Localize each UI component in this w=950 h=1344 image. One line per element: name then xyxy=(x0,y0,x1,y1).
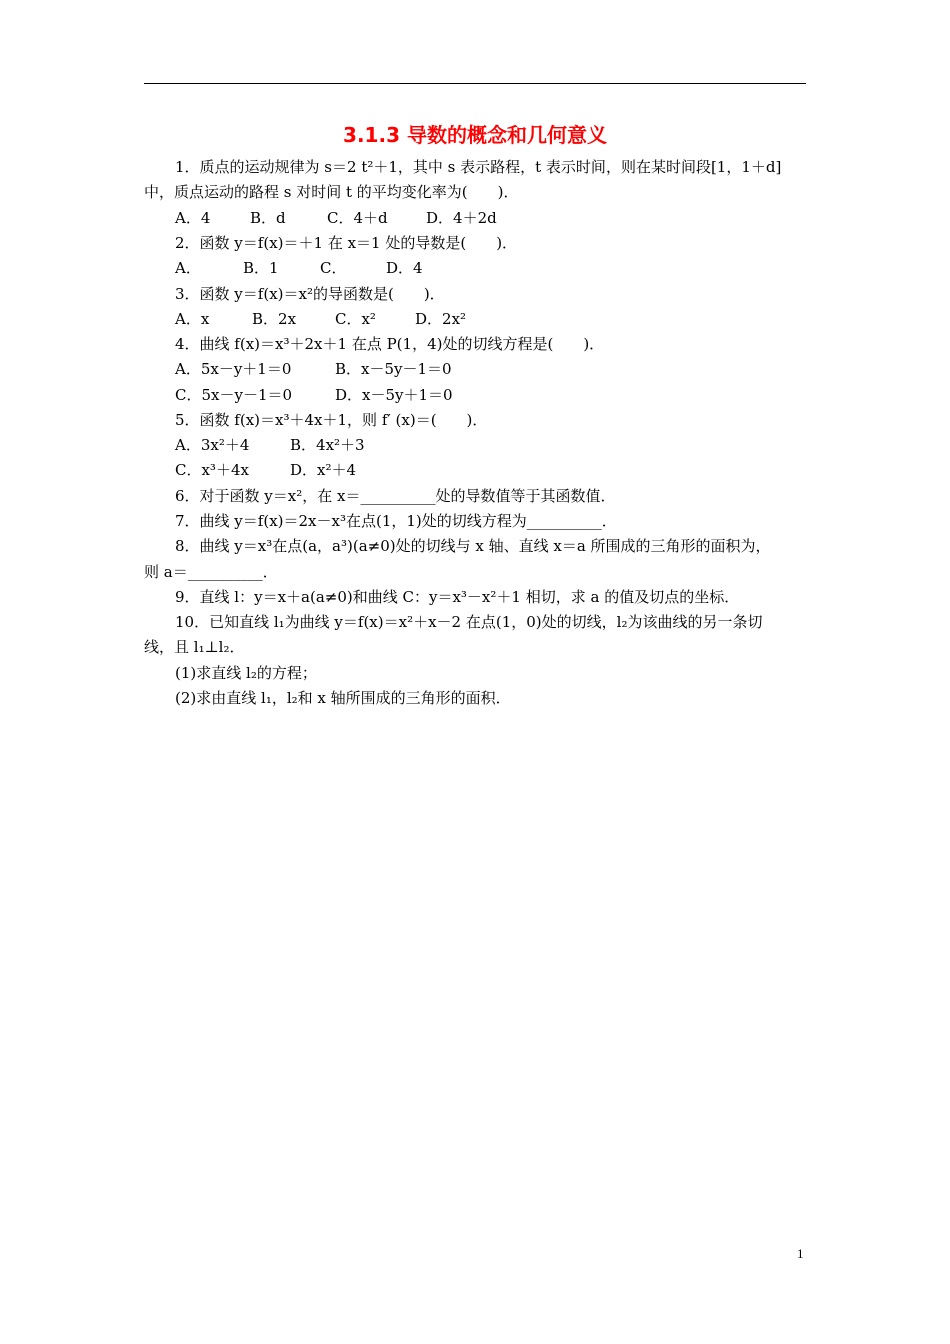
question-2-option-b: B．1 xyxy=(243,259,279,277)
question-5-option-b: B．4x²＋3 xyxy=(290,436,365,454)
question-8-stem-line2: 则 a＝__________． xyxy=(144,563,278,581)
question-4-stem: 4．曲线 f(x)＝x³＋2x＋1 在点 P(1，4)处的切线方程是( )． xyxy=(175,335,605,353)
question-3-option-a: A．x xyxy=(175,310,210,328)
question-10-part-1: (1)求直线 l₂的方程； xyxy=(175,664,317,682)
question-4-option-c: C．5x－y－1＝0 xyxy=(175,386,293,404)
question-4-option-b: B．x－5y－1＝0 xyxy=(335,360,452,378)
question-4-option-d: D．x－5y＋1＝0 xyxy=(335,386,453,404)
question-5-option-a: A．3x²＋4 xyxy=(175,436,250,454)
header-rule xyxy=(144,83,806,84)
question-1-option-a: A．4 xyxy=(175,209,211,227)
question-6-stem: 6．对于函数 y＝x²，在 x＝__________处的导数值等于其函数值． xyxy=(175,487,616,505)
question-1-stem-line2: 中，质点运动的路程 s 对时间 t 的平均变化率为( )． xyxy=(144,183,519,201)
question-1-option-b: B．d xyxy=(250,209,286,227)
question-10-stem-line2: 线，且 l₁⊥l₂． xyxy=(144,638,245,656)
question-2-option-c: C． xyxy=(320,259,347,277)
question-1-stem-line1: 1．质点的运动规律为 s＝2 t²＋1，其中 s 表示路程，t 表示时间，则在某时间段[1，1＋d] xyxy=(175,158,782,176)
question-10-part-2: (2)求由直线 l₁，l₂和 x 轴所围成的三角形的面积． xyxy=(175,689,511,707)
question-3-option-b: B．2x xyxy=(252,310,297,328)
page-title: 3.1.3 导数的概念和几何意义 xyxy=(343,123,607,147)
question-3-stem: 3．函数 y＝f(x)＝x²的导函数是( )． xyxy=(175,285,445,303)
question-2-option-a: A． xyxy=(175,259,201,277)
question-8-stem-line1: 8．曲线 y＝x³在点(a，a³)(a≠0)处的切线与 x 轴、直线 x＝a 所围成的三角形的面积为， xyxy=(175,537,771,555)
question-2-stem: 2．函数 y＝f(x)＝＋1 在 x＝1 处的导数是( )． xyxy=(175,234,518,252)
question-1-option-c: C．4＋d xyxy=(327,209,388,227)
question-3-option-d: D．2x² xyxy=(415,310,467,328)
question-5-option-d: D．x²＋4 xyxy=(290,461,357,479)
question-2-option-d: D．4 xyxy=(386,259,423,277)
question-4-option-a: A．5x－y＋1＝0 xyxy=(175,360,292,378)
question-7-stem: 7．曲线 y＝f(x)＝2x－x³在点(1，1)处的切线方程为__________． xyxy=(175,512,617,530)
question-10-stem-line1: 10．已知直线 l₁为曲线 y＝f(x)＝x²＋x－2 在点(1，0)处的切线，l₂为该曲线的另一条切 xyxy=(175,613,763,631)
question-3-option-c: C．x² xyxy=(335,310,376,328)
page-number: 1 xyxy=(797,1246,804,1261)
question-9-stem: 9．直线 l：y＝x＋a(a≠0)和曲线 C：y＝x³－x²＋1 相切，求 a 的值及切点的坐标． xyxy=(175,588,740,606)
question-5-stem: 5．函数 f(x)＝x³＋4x＋1，则 f′ (x)＝( )． xyxy=(175,411,488,429)
question-5-option-c: C．x³＋4x xyxy=(175,461,249,479)
question-1-option-d: D．4＋2d xyxy=(426,209,497,227)
